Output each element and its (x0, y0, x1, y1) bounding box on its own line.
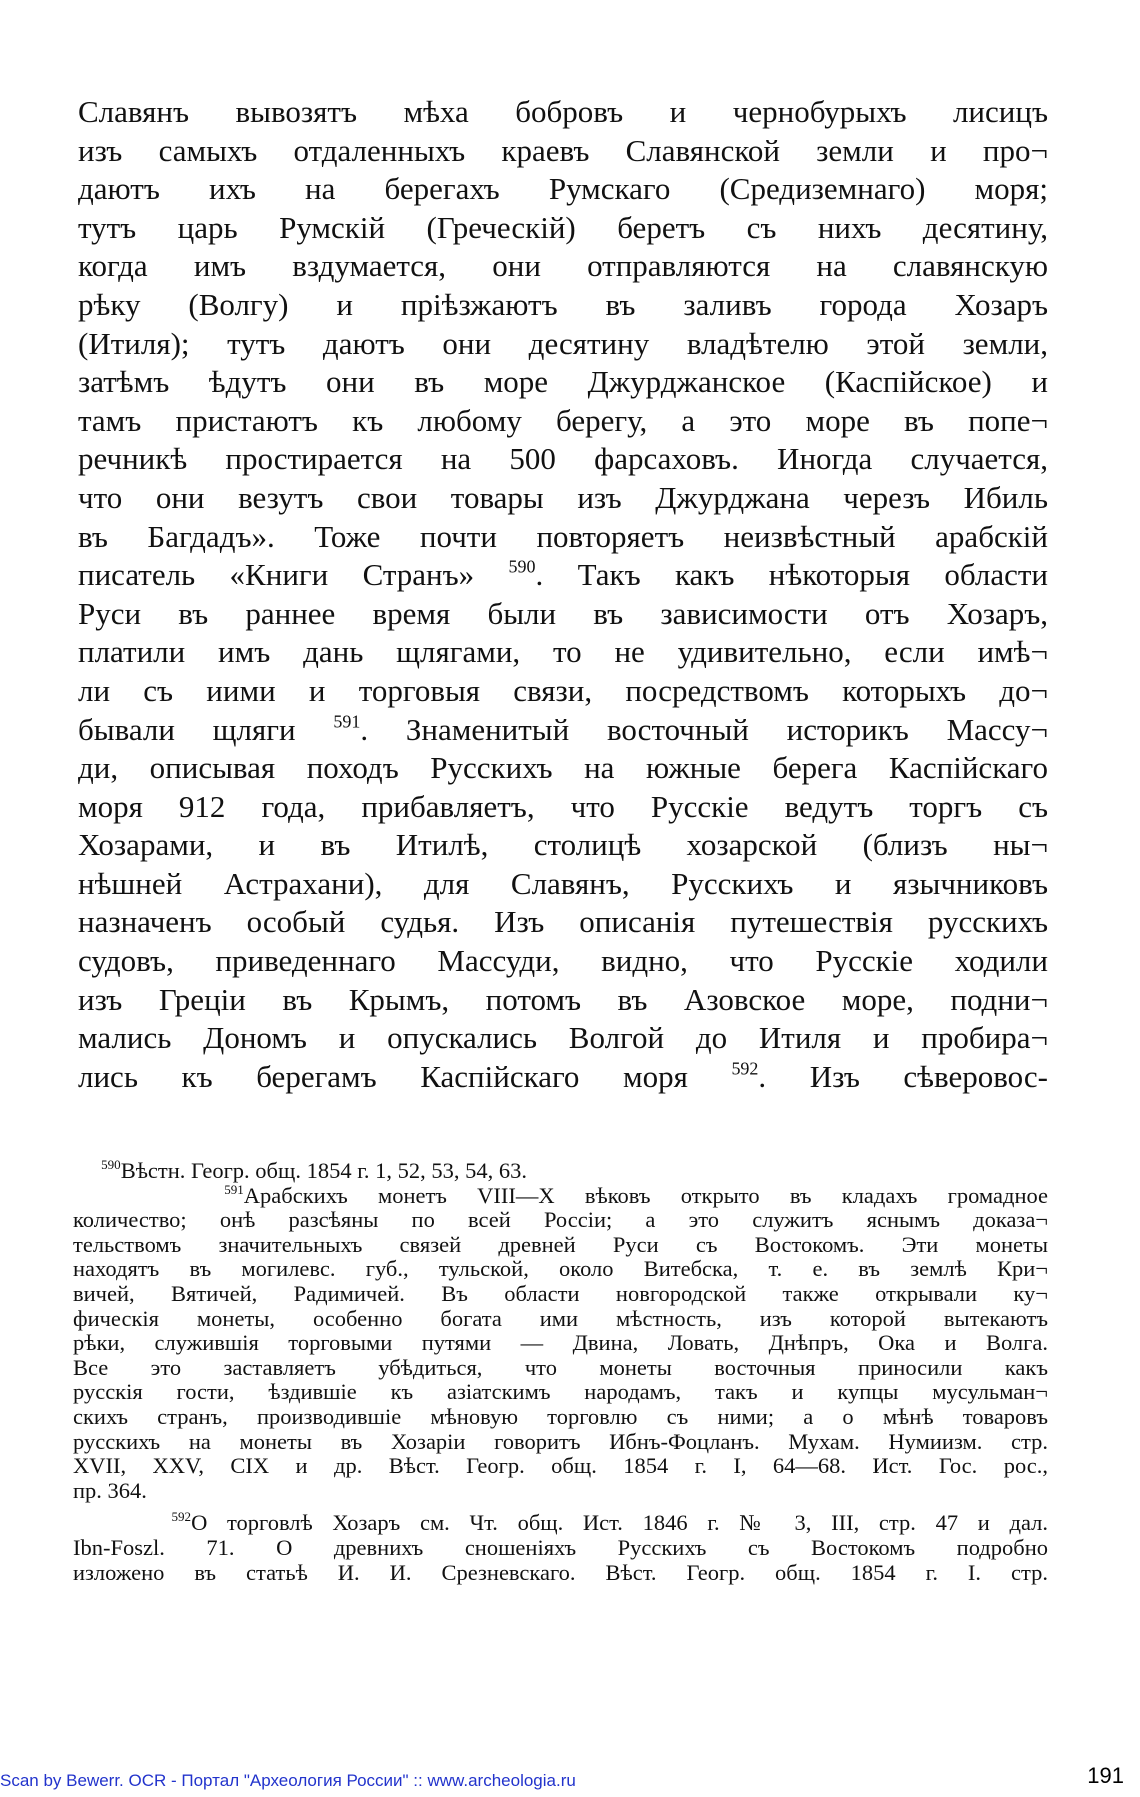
main-body-text (78, 93, 1048, 1096)
text-line: тутъ царь Румскій (Греческій) беретъ съ нихъ десятину, (78, 209, 1048, 245)
text-line: ли съ иими и торговыя связи, посредствомъ которыхъ до¬ (78, 672, 1048, 708)
footnotes-section (73, 1156, 1049, 1585)
footnote-line: находятъ въ могилевс. губ., тульской, около Витебска, т. е. въ землѣ Кри¬ (73, 1256, 1048, 1282)
footnote-line: русскихъ на монеты въ Хозаріи говоритъ Ибнъ-Фоцланъ. Мухам. Нумиизм. стр. (73, 1428, 1048, 1454)
footnote-line: вичей, Вятичей, Радимичей. Въ области новгородской также открывали ку¬ (73, 1280, 1048, 1306)
text-line: что они везутъ свои товары изъ Джурджана черезъ Ибиль (78, 479, 1048, 515)
text-line: моря 912 года, прибавляетъ, что Русскіе ведутъ торгъ съ (78, 788, 1048, 824)
text-line: тамъ пристаютъ къ любому берегу, а это море въ попе¬ (78, 402, 1048, 438)
footnote-line: количество; онѣ разсѣяны по всей Россіи; а это служитъ яснымъ доказа¬ (73, 1207, 1048, 1233)
text-line: въ Багдадъ». Тоже почти повторяетъ неизвѣстный арабскій (78, 518, 1048, 554)
footnote-line: XVII, XXV, CIX и др. Вѣст. Геогр. общ. 1854 г. I, 64—68. Ист. Гос. рос., (73, 1453, 1048, 1479)
footnote-line: изложено въ статьѣ И. И. Срезневскаго. Вѣст. Геогр. общ. 1854 г. I. стр. (73, 1559, 1048, 1585)
text-line (78, 556, 1048, 595)
footnote-line: Все это заставляетъ убѣдиться, что монеты восточныя приносили какъ (73, 1354, 1048, 1380)
scan-credit-link[interactable]: Scan by Bewerr. OCR - Портал "Археология России" :: www.archeologia.ru (0, 1771, 576, 1790)
text-segment: . Знаменитый восточный историкъ Массу¬ (360, 711, 1048, 747)
text-line: мались Дономъ и опускались Волгой до Итиля и пробира¬ (78, 1020, 1048, 1056)
text-line (78, 711, 1048, 750)
text-segment: писатель «Книги Странъ» (78, 557, 509, 593)
footnote-text: О торговлѣ Хозаръ см. Чт. общ. Ист. 1846 г. № 3, III, стр. 47 и дал. (191, 1510, 1049, 1536)
page-number: 191 (1087, 1763, 1124, 1788)
footnote-number: 590 (101, 1156, 121, 1172)
footnote-ref-591[interactable]: 591 (333, 710, 361, 731)
footnote-line (73, 1156, 1048, 1184)
footnote-line: русскія гости, ѣздившіе къ азіатскимъ народамъ, такъ и купцы мусульман¬ (73, 1379, 1048, 1405)
footnote-line: пр. 364. (73, 1477, 147, 1503)
text-line: когда имъ вздумается, они отправляются на славянскую (78, 248, 1048, 284)
footnote-590 (73, 1156, 1048, 1184)
footnote-number: 592 (171, 1509, 192, 1525)
text-line: даютъ ихъ на берегахъ Румскаго (Средиземнаго) моря; (78, 171, 1048, 207)
footnote-ref-590[interactable]: 590 (508, 556, 536, 577)
text-line: платили имъ дань щлягами, то не удивительно, если имѣ¬ (78, 634, 1048, 670)
text-line: изъ самыхъ отдаленныхъ краевъ Славянской земли и про¬ (78, 132, 1048, 168)
footnote-number: 591 (224, 1181, 244, 1197)
text-line: судовъ, приведеннаго Массуди, видно, что Русскіе ходили (78, 943, 1048, 979)
text-segment: бывали щляги (78, 711, 334, 747)
text-line: речникѣ простирается на 500 фарсаховъ. Иногда случается, (78, 441, 1048, 477)
footnote-592 (73, 1511, 1048, 1585)
text-line: назначенъ особый судья. Изъ описанія путешествія русскихъ (78, 904, 1048, 940)
text-segment: лись къ берегамъ Каспійскаго моря (78, 1058, 732, 1094)
text-line: рѣку (Волгу) и пріѣзжаютъ въ заливъ города Хозаръ (78, 286, 1048, 322)
footnote-line (73, 1511, 1048, 1536)
text-line: Хозарами, и въ Итилѣ, столицѣ хозарской (близъ ны¬ (78, 827, 1048, 863)
text-line: затѣмъ ѣдутъ они въ море Джурджанское (Каспійское) и (78, 364, 1048, 400)
footnote-ref-592[interactable]: 592 (731, 1058, 759, 1079)
text-line (78, 1058, 1048, 1097)
text-line: Руси въ раннее время были въ зависимости отъ Хозаръ, (78, 595, 1048, 631)
footnote-line (73, 1181, 1048, 1209)
text-segment: . Изъ сѣверовос- (758, 1058, 1049, 1094)
footnote-line: скихъ странъ, производившіе мѣновую торговлю съ ними; а о мѣнѣ товаровъ (73, 1403, 1048, 1429)
footnote-line: фическія монеты, особенно богата ими мѣстность, изъ которой вытекаютъ (73, 1305, 1048, 1331)
footnote-line: тельствомъ значительныхъ связей древней Руси съ Востокомъ. Эти монеты (73, 1231, 1048, 1257)
footnote-line: рѣки, служившія торговыми путями — Двина, Ловать, Днѣпръ, Ока и Волга. (73, 1330, 1048, 1356)
footnote-591 (73, 1181, 1048, 1504)
text-line: Славянъ вывозятъ мѣха бобровъ и чернобурыхъ лисицъ (78, 94, 1048, 129)
text-line: изъ Греціи въ Крымъ, потомъ въ Азовское море, подни¬ (78, 981, 1048, 1017)
text-segment: . Такъ какъ нѣкоторыя области (535, 557, 1048, 593)
footnote-text: Вѣстн. Геогр. общ. 1854 г. 1, 52, 53, 54, 63. (120, 1158, 528, 1183)
text-line: ди, описывая походъ Русскихъ на южные берега Каспійскаго (78, 750, 1048, 786)
text-line: (Итиля); тутъ даютъ они десятину владѣтелю этой земли, (78, 325, 1048, 361)
footnote-text: Арабскихъ монетъ VIII—X вѣковъ открыто въ кладахъ громадное (243, 1182, 1048, 1208)
text-line: нѣшней Астрахани), для Славянъ, Русскихъ и язычниковъ (78, 865, 1048, 901)
footnote-line: Ibn-Foszl. 71. О древнихъ сношеніяхъ Русскихъ съ Востокомъ подробно (73, 1534, 1048, 1560)
